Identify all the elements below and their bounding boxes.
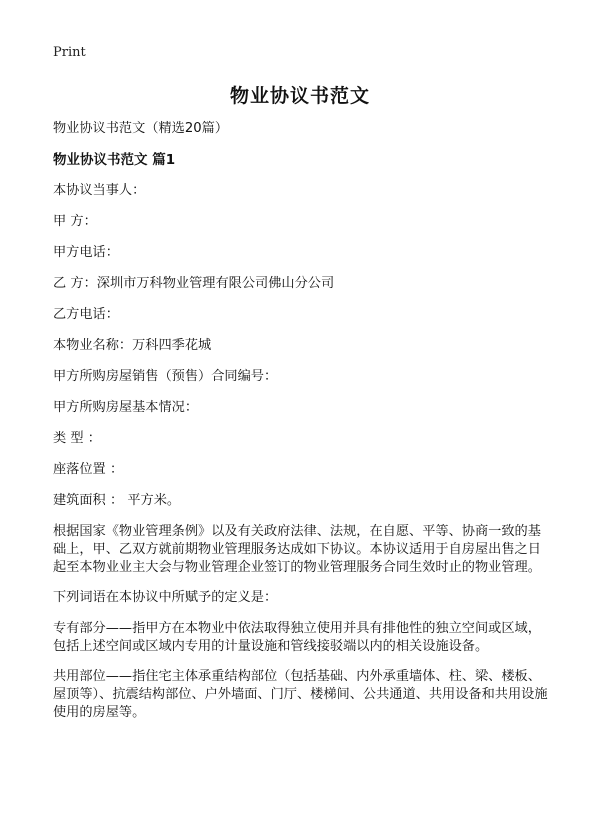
paragraph-definitions-intro: 下列词语在本协议中所赋予的定义是： (53, 590, 278, 605)
paragraph-party-a: 甲 方： (53, 214, 97, 229)
paragraph-party-b-phone: 乙方电话： (53, 307, 119, 322)
paragraph-parties: 本协议当事人： (53, 183, 146, 198)
paragraph-common-part: 共用部位——指住宅主体承重结构部位（包括基础、内外承重墙体、柱、梁、楼板、屋顶等）、抗震结构部位、户外墙面、门厅、楼梯间、公共通道、共用设备和共用设施使用的房屋等。 (53, 669, 548, 720)
paragraph-house-info: 甲方所购房屋基本情况： (53, 400, 199, 415)
paragraph-contract-number: 甲方所购房屋销售（预售）合同编号： (53, 369, 278, 384)
document-body (53, 120, 553, 734)
paragraph-area: 建筑面积 ： 平方米。 (53, 493, 181, 508)
paragraph-type: 类 型 ： (53, 431, 101, 446)
paragraph-preamble: 根据国家《物业管理条例》以及有关政府法律、法规，在自愿、平等、协商一致的基础上，甲、乙双方就前期物业管理服务达成如下协议。本协议适用于自房屋出售之日起至本物业业主大会与物业管理企业签订的物业管理服务合同生效时止的物业管理。 (53, 524, 541, 575)
paragraph-exclusive-part: 专有部分——指甲方在本物业中依法取得独立使用并具有排他性的独立空间或区域，包括上述空间或区域内专用的计量设施和管线接驳端以内的相关设施设备。 (53, 621, 541, 654)
paragraph-location: 座落位置 ： (53, 462, 124, 477)
paragraph-party-b: 乙 方：深圳市万科物业管理有限公司佛山分公司 (53, 276, 335, 291)
paragraph-property-name: 本物业名称：万科四季花城 (53, 338, 212, 353)
document-subtitle: 物业协议书范文（精选20篇） (53, 121, 229, 136)
paragraph-party-a-phone: 甲方电话： (53, 245, 119, 260)
page-title: 物业协议书范文 (229, 85, 370, 107)
section-heading: 物业协议书范文 篇1 (53, 152, 176, 168)
print-link[interactable]: Print (53, 45, 86, 60)
